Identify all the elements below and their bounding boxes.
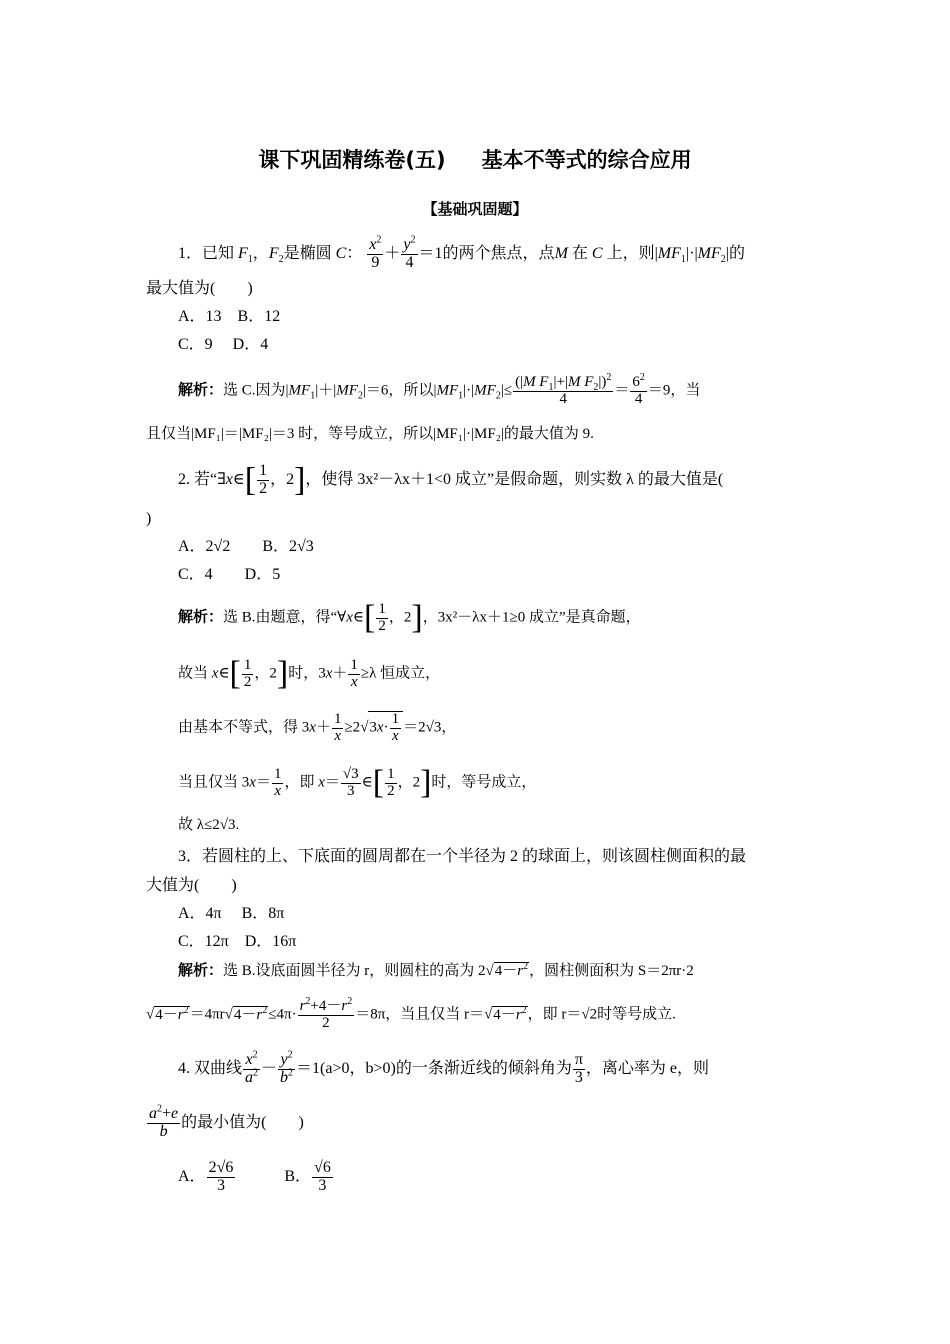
q3-stem: 3．若圆柱的上、下底面的圆周都在一个半径为 2 的球面上，则该圆柱侧面积的最 <box>178 848 747 865</box>
fraction: $\frac{2√6}{3}$ <box>208 1159 234 1194</box>
fraction: $\frac{6^2}{4}$ <box>632 372 645 407</box>
q2-solution-line3: 由基本不等式，得 3x＋ $\frac{1}{x}$ ≥2√3x· $\frac{1}{x}$ ＝2√3， <box>178 711 457 744</box>
q3-stem-line2: 大值为( ) <box>146 877 237 894</box>
fraction: $\frac{1}{2}$ <box>259 462 268 497</box>
q2-stem: 2. 若“∃x∈[ $\frac{1}{2}$ ，2]，使得 3x²－λx＋1<0 成立”是假命题，则实数 λ 的最大值是( <box>178 461 724 499</box>
page-title <box>0 150 950 171</box>
q1-stem-line2: 最大值为( ) <box>146 280 253 297</box>
fraction: $\frac{√3}{3}$ <box>342 765 359 799</box>
q3-options-cd: C．12π D．16π <box>178 933 297 950</box>
q1-solution-line2: 且仅当|MF₁|＝|MF₂|＝3 时，等号成立，所以|MF₁|·|MF₂|的最大值为 9. <box>146 426 594 442</box>
q3-solution: 解析：选 B.设底面圆半径为 r，则圆柱的高为 $2√4-r^2$，圆柱侧面积为 S＝2πr·2 <box>178 961 694 979</box>
q2-stem-line2: ) <box>146 510 152 527</box>
fraction: $\frac{x^2}{9}$ <box>369 234 382 271</box>
q4-stem-line2: $\frac{a^2+e}{b}$ 的最小值为( ) <box>149 1103 304 1140</box>
section-heading: 【基础巩固题】 <box>422 200 528 218</box>
q3-options-ab: A．4π B．8π <box>178 905 285 922</box>
fraction: $\frac{1}{x}$ <box>391 711 400 744</box>
q4-options-ab: A． $\frac{2√6}{3}$ B． $\frac{√6}{3}$ <box>178 1159 331 1194</box>
fraction: $\frac{√6}{3}$ <box>314 1159 331 1194</box>
q2-options-ab: A．2√2 B．2√3 <box>178 538 314 555</box>
q3-solution-line2: $√4-r^2=4\pi r√4-r^2\le 4\pi\cdot$ $\frac{r^2+4-r^2}{2}$ ＝8π，当且仅当 $r=√4-r^2$，即 r＝√2时等号成立. <box>146 996 676 1031</box>
fraction: $\frac{1}{2}$ <box>378 600 386 634</box>
fraction: $\frac{y^2}{b^2}$ <box>280 1049 294 1086</box>
title-right: 基本不等式的综合应用 <box>481 148 692 172</box>
fraction: $\frac{1}{x}$ <box>333 711 342 744</box>
fraction: $\frac{x^2}{a^2}$ <box>245 1049 259 1086</box>
q4-stem: 4. 双曲线 $\frac{x^2}{a^2}$ － $\frac{y^2}{b^2}$ ＝1(a>0，b>0)的一条渐近线的倾斜角为 $\frac{\pi}{3}$ ，离心率为 e，则 <box>178 1049 710 1086</box>
title-left: 课下巩固精练卷(五) <box>258 148 446 172</box>
q2-solution-line2: 故当 x∈[ $\frac{1}{2}$ ，2]时，3x＋ $\frac{1}{x}$ ≥λ 恒成立， <box>178 655 441 692</box>
fraction: $\frac{\pi}{3}$ <box>574 1051 583 1086</box>
q1-options-ab: A．13 B．12 <box>178 308 281 325</box>
q2-solution-line5: 故 λ≤2√3. <box>178 817 240 833</box>
q1-solution: 解析：选 C.因为$|MF_1|+|MF_2|=6$，所以$|MF_1|\cdot|MF_2|\le$ $\frac{(|M F_1|+|M F_2|)^2}{4}$ ＝ $\frac{6^2}{4}$ ＝9，当 <box>178 372 701 407</box>
fraction: $\frac{1}{2}$ <box>387 765 395 799</box>
fraction: $\frac{(|M F_1|+|M F_2|)^2}{4}$ <box>515 372 612 407</box>
q2-options-cd: C．4 D．5 <box>178 566 281 583</box>
fraction: $\frac{a^2+e}{b}$ <box>149 1103 179 1140</box>
q2-solution-line4: 当且仅当 3x＝ $\frac{1}{x}$ ，即 x＝ $\frac{√3}{3}$ ∈[ $\frac{1}{2}$ ，2]时，等号成立， <box>178 764 537 801</box>
q2-solution: 解析：选 B.由题意，得“∀x∈[ $\frac{1}{2}$ ，2]，3x²－λx＋1≥0 成立”是真命题， <box>178 599 641 636</box>
q1-options-cd: C．9 D．4 <box>178 336 269 353</box>
fraction: $\frac{y^2}{4}$ <box>403 234 416 271</box>
fraction: $\frac{1}{2}$ <box>243 656 252 690</box>
fraction: $\frac{1}{x}$ <box>350 656 358 690</box>
q1-stem: 1．已知 $F_1$，$F_2$是椭圆 C： $\frac{x^2}{9}$ ＋ $\frac{y^2}{4}$ ＝1的两个焦点，点M 在 C 上，则$|MF_1|\cdot|MF_2|$的 <box>178 234 745 271</box>
fraction: $\frac{r^2+4-r^2}{2}$ <box>299 996 353 1031</box>
fraction: $\frac{1}{x}$ <box>273 765 282 799</box>
